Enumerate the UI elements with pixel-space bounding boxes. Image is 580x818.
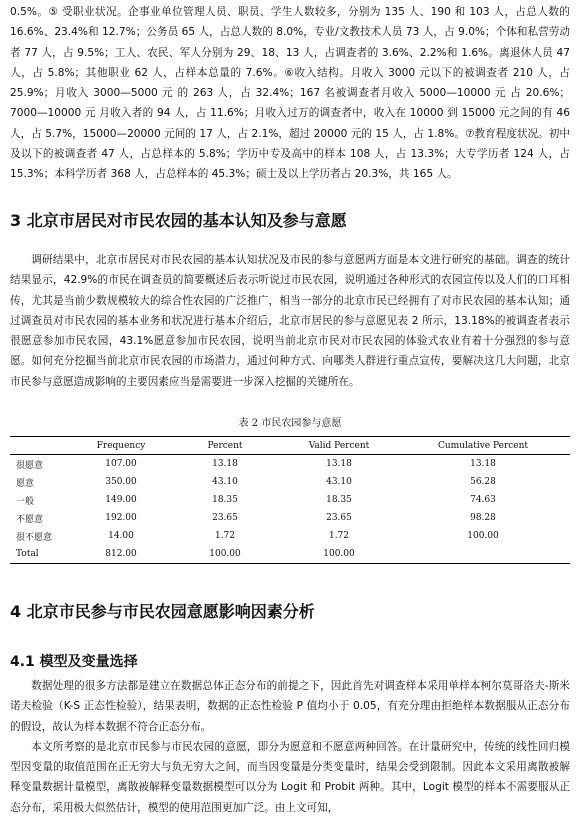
table-row (10, 473, 570, 491)
table-cell: 43.10 (212, 477, 238, 487)
section-4-1 (10, 652, 570, 672)
table-cell: 100.00 (168, 545, 282, 564)
section-4-title: 4 北京市民参与市民农园意愿影响因素分析 (10, 602, 315, 621)
section-4-1-paragraph-2: 本文所考察的是北京市民参与市民农园的意愿，即分为愿意和不愿意两种回答。在计量研究中，传统的线性回归模型因变量的取值范围在正无穷大与负无穷大之间，而当因变量是分类变量时，结果会受到限制。因此本文采用离散被解释变量数据计量模型，离散被解释变量数据模型可以分为 Logit 和 Probit 两种。其中，Logit 模型的样本不需要服从正态分布，采用极大似然估计，模型的使用范围更加广泛。由上文可知， (10, 740, 570, 814)
table-row (10, 527, 570, 545)
table-cell: 13.18 (326, 459, 352, 469)
table-cell: 很愿意 (16, 460, 44, 471)
table-cell: 98.28 (470, 513, 496, 523)
table-cell: 100.00 (467, 531, 499, 541)
section-4 (10, 601, 570, 623)
table-cell: 1.72 (214, 531, 236, 541)
table-cell: 愿意 (16, 478, 35, 489)
table-cell: 23.65 (212, 513, 238, 523)
table-cell: 56.28 (470, 477, 496, 487)
section-4-1-title: 4.1 模型及变量选择 (10, 654, 138, 670)
table-row-total (10, 545, 570, 564)
table-cell: 1.72 (328, 531, 350, 541)
table-2-block (10, 417, 570, 564)
table-cell: 149.00 (105, 495, 137, 505)
intro-block (10, 0, 570, 185)
table-2-caption: 表 2 市民农园参与意愿 (238, 418, 342, 429)
table-cell: 43.10 (326, 477, 352, 487)
section-4-1-body (10, 676, 570, 818)
table-cell: 812.00 (74, 545, 168, 564)
table-header-cell: Percent (168, 437, 282, 455)
table-cell: 350.00 (105, 477, 137, 487)
table-header-row (10, 437, 570, 455)
section-3-body (10, 250, 570, 392)
table-cell: Total (10, 545, 74, 564)
table-2 (10, 436, 570, 564)
table-header-cell: Cumulative Percent (396, 437, 570, 455)
table-cell: 100.00 (282, 545, 396, 564)
table-cell: 一般 (16, 496, 35, 507)
table-cell: 很不愿意 (16, 532, 53, 543)
table-cell: 74.63 (470, 495, 496, 505)
section-3-title: 3 北京市居民对市民农园的基本认知及参与意愿 (10, 211, 347, 230)
table-cell: 13.18 (212, 459, 238, 469)
table-cell: 不愿意 (16, 514, 44, 525)
table-cell: 192.00 (105, 513, 137, 523)
table-header-cell: Valid Percent (282, 437, 396, 455)
table-cell: 107.00 (105, 459, 137, 469)
table-cell: 14.00 (108, 531, 134, 541)
table-header-cell (10, 437, 74, 455)
table-header-cell: Frequency (74, 437, 168, 455)
demographic-paragraph: 0.5%。⑤ 受职业状况。企事业单位管理人员、职员、学生人数较多，分别为 135 人、190 和 103 人，占总人数的 16.6%、23.4%和 12.7%；公务员 65 人，占总人数的 8.0%，专业/文教技术人员 73 人，占 9.0%；个体和私营劳动者 77 人，占 9.5%；工人、农民、军人分别为 29、18、13 人，占调查者的 3.6%、2.2%和 1.6%。离退休人员 47 人，占 5.8%；其他职业 62 人，占样本总量的 7.6%。⑥收入结构。月收入 3000 元以下的被调查者 210 人，占 25.9%；月收入 3000—5000 元 的 263 人，占 32.4%；167 名被调查者月收入 5000—10000 元 占 20.6%；7000—10000 元 月收入者的 94 人，占 11.6%；月收入过万的调查者中，收入在 10000 到 15000 元之间的有 46 人，占 5.7%，15000—20000 元间的 17 人，占 2.1%，超过 20000 元的 15 人，占 1.8%。⑦教育程度状况。初中及以下的被调查者 47 人，占总样本的 5.8%；学历中专及高中的样本 108 人，占 13.3%；大专学历者 124 人，占 15.3%；本科学历者 368 人，占总样本的 45.3%；硕士及以上学历者占 20.3%，共 165 人。 (10, 6, 570, 181)
table-cell: 13.18 (470, 459, 496, 469)
table-row (10, 509, 570, 527)
table-cell: 18.35 (326, 495, 352, 505)
table-cell: 23.65 (326, 513, 352, 523)
section-3 (10, 210, 570, 232)
table-cell (396, 545, 570, 564)
section-3-paragraph: 调研结果中，北京市居民对市民农园的基本认知状况及市民的参与意愿两方面是本文进行研究的基础。调查的统计结果显示，42.9%的市民在调查员的简要概述后表示听说过市民农园，说明通过各种形式的农园宣传以及人们的口耳相传，尤其是当前少数规模较大的综合性农园的广泛推广，相当一部分的北京市民已经拥有了对市民农园的基本认知；通过调查员对市民农园的基本业务和状况进行基本介绍后，北京市居民的参与意愿见表 2 所示，13.18%的被调查者表示很愿意参加市民农园，43.1%愿意参加市民农园，说明当前北京市民对市民农园的体验式农业有着十分强烈的参与意愿。如何充分挖掘当前北京市民农园的市场潜力，通过何种方式、向哪类人群进行重点宣传，要解决这几大问题，北京市民参与意愿造成影响的主要因素应当是需要进一步深入挖掘的关键所在。 (10, 254, 570, 388)
table-cell: 18.35 (212, 495, 238, 505)
table-row (10, 491, 570, 509)
table-row (10, 455, 570, 474)
section-4-1-paragraph-1: 数据处理的很多方法都是建立在数据总体正态分布的前提之下，因此首先对调查样本采用单样本柯尔莫哥洛夫-斯米诺夫检验（K-S 正态性检验），结果表明，数据的正态性检验 P 值均小于 0.05，有充分理由拒绝样本数据服从正态分布的假设，故认为样本数据不符合正态分布。 (10, 680, 570, 733)
